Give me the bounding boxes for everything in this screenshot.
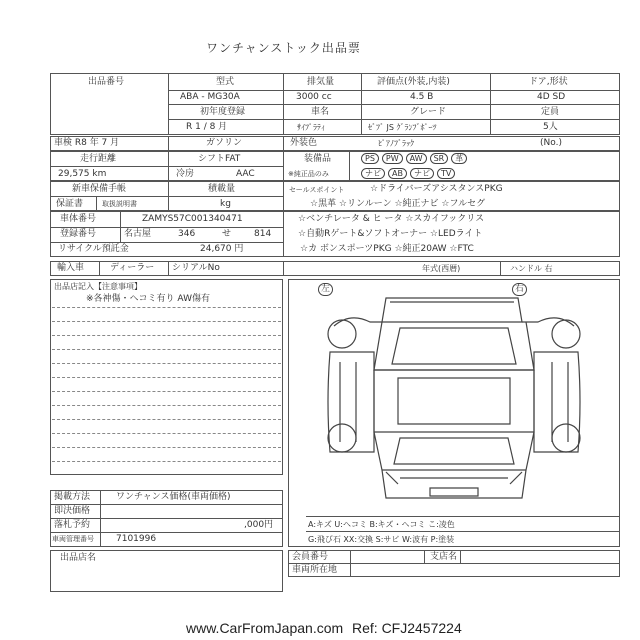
remarks-line	[52, 377, 281, 378]
shozai-label: 車両所在地	[292, 565, 338, 575]
option-navi: ナビ	[361, 168, 385, 179]
row6-rule	[50, 242, 283, 243]
reibo-value: 冷房	[176, 169, 195, 179]
toroku-number: 346	[178, 229, 196, 239]
selling-point-2: ☆黒革 ☆リンルーン ☆純正ナビ ☆フルセグ	[310, 199, 486, 209]
price-rule	[50, 504, 283, 505]
aac-value: AAC	[236, 169, 255, 179]
row4-rule	[50, 166, 283, 167]
row5-divider	[96, 196, 97, 211]
shuppin-label: 出品番号	[88, 77, 125, 87]
gaisoshoku-label: 外装色	[290, 138, 318, 148]
sekisairyo-label: 積載量	[208, 184, 236, 194]
keisai-label: 掲載方法	[54, 492, 91, 502]
legend-rule	[306, 516, 620, 517]
row3-frame	[50, 136, 620, 151]
remarks-header: 出品店記入【注意事項】	[54, 282, 142, 291]
dealer-value: ディーラー	[110, 263, 155, 273]
row3-divider	[168, 136, 169, 151]
nenshiki-label: 年式(西暦)	[422, 264, 461, 273]
remarks-line	[52, 419, 281, 420]
header-divider	[361, 73, 362, 135]
row6-divider	[120, 211, 121, 242]
row6-rule	[50, 227, 283, 228]
kanri-label: 車両管理番号	[52, 535, 94, 543]
remarks-line	[52, 461, 281, 462]
remarks-line	[52, 321, 281, 322]
shaken-value: 車検 R8 年 7 月	[54, 138, 120, 148]
fuel-value: ガソリン	[206, 138, 243, 148]
hoshosho-label: 保証書	[56, 199, 84, 209]
gaisoshoku-value: ﾋﾟｱﾉﾌﾞﾗｯｸ	[378, 139, 414, 148]
option-sr: SR	[430, 153, 449, 164]
right-side-mark: 右	[512, 283, 527, 296]
row4-divider	[168, 151, 169, 181]
hyoka-label: 評価点(外装,内装)	[377, 77, 450, 87]
member-rule	[288, 563, 620, 564]
header-rule	[168, 119, 620, 120]
remarks-line	[52, 433, 281, 434]
shonendo-value: R 1 / 8 月	[186, 122, 228, 132]
option-navi-2: ナビ	[410, 168, 434, 179]
row4-divider	[283, 151, 284, 181]
row6-divider	[283, 211, 284, 257]
member-divider	[460, 550, 461, 563]
door-value: 4D SD	[537, 92, 566, 102]
member-divider	[424, 550, 425, 563]
selling-point-1: ☆ドライバーズアシスタンスPKG	[370, 184, 503, 194]
watermark-ref: Ref: CFJ2457224	[352, 620, 462, 636]
kg-unit: kg	[220, 199, 231, 209]
price-rule	[50, 532, 283, 533]
row5-divider	[283, 181, 284, 211]
toroku-place: 名古屋	[124, 229, 152, 239]
remarks-line	[52, 307, 281, 308]
car-body-diagram	[290, 292, 618, 512]
option-ps: PS	[361, 153, 379, 164]
door-label: ドア,形状	[529, 77, 568, 87]
sheet-title: ワンチャンストック出品票	[206, 41, 361, 55]
shift-label: シフトFAT	[198, 154, 241, 164]
shadai-value: ZAMYS57C001340471	[142, 214, 243, 224]
teiin-label: 定員	[541, 107, 560, 117]
row7-divider	[168, 261, 169, 276]
option-leather: 革	[451, 153, 467, 164]
remarks-line	[52, 447, 281, 448]
hoshosho-value: 取扱説明書	[102, 200, 137, 208]
option-pw: PW	[382, 153, 403, 164]
option-list-2	[361, 168, 458, 180]
remarks-line	[52, 391, 281, 392]
options-note: ※純正品のみ	[288, 170, 329, 178]
shonendo-label: 初年度登録	[200, 107, 246, 117]
recycle-value: 24,670 円	[200, 244, 244, 254]
row4-divider	[349, 151, 350, 181]
keisai-value: ワンチャンス価格(車両価格)	[116, 492, 231, 502]
watermark-site: www.CarFromJapan.com	[186, 620, 344, 636]
header-rule	[168, 104, 620, 105]
toroku-no: 814	[254, 229, 272, 239]
toroku-label: 登録番号	[60, 229, 97, 239]
kaiin-label: 会員番号	[292, 552, 329, 562]
header-divider	[283, 73, 284, 135]
member-divider	[350, 550, 351, 577]
option-aw: AW	[406, 153, 427, 164]
sokketsu-label: 即決価格	[54, 506, 91, 516]
grade-label: グレード	[410, 107, 447, 117]
hyoka-value: 4.5 B	[410, 92, 434, 102]
row5-rule	[50, 196, 283, 197]
recycle-label: リサイクル預託金	[58, 244, 129, 254]
soko-label: 走行距離	[80, 154, 117, 164]
header-rule	[168, 90, 620, 91]
rakusatsu-value: ,000円	[244, 520, 274, 530]
option-tv: TV	[437, 168, 455, 179]
remarks-line	[52, 335, 281, 336]
handle-value: ハンドル 右	[510, 264, 553, 273]
legend-line-2: G:飛び石 XX:交換 S:サビ W:波有 P:塗装	[308, 535, 455, 544]
shinsha-label: 新車保備手帳	[72, 184, 127, 194]
legend-rule	[306, 531, 620, 532]
price-divider	[100, 490, 101, 547]
teiin-value: 5人	[543, 122, 558, 132]
soko-value: 29,575 km	[58, 169, 107, 179]
shamei-value: ｻｲﾌﾟﾗﾃｨ	[297, 123, 325, 132]
option-ab: AB	[388, 168, 407, 179]
shamei-label: 車名	[311, 107, 330, 117]
rakusatsu-label: 落札予約	[54, 520, 91, 530]
katashiki-value: ABA - MG30A	[180, 92, 240, 102]
color-number: (No.)	[540, 138, 562, 148]
option-list-1	[361, 153, 470, 165]
haikiryo-value: 3000 cc	[296, 92, 332, 102]
shuppinten-label: 出品店名	[60, 553, 97, 563]
haikiryo-label: 排気量	[307, 77, 335, 87]
yunyu-label: 輸入車	[57, 263, 85, 273]
selling-point-4: ☆自動Rゲート&ソフトオーナー ☆LEDライト	[298, 229, 483, 239]
grade-value: ｾﾞﾌﾞ JS ｸﾞﾗﾝﾌﾞﾎﾟｰﾂ	[368, 123, 437, 132]
selling-point-5: ☆カ ボンスポーツPKG ☆純正20AW ☆FTC	[300, 244, 474, 254]
remarks-line	[52, 363, 281, 364]
toroku-kana: せ	[222, 229, 232, 239]
selling-point-3: ☆ベンチレータ & ヒ ータ ☆スカイフックリス	[298, 214, 485, 224]
left-side-mark: 左	[318, 283, 333, 296]
sobi-label: 装備品	[304, 154, 332, 164]
row7-divider	[99, 261, 100, 276]
row5-divider	[168, 181, 169, 211]
remarks-line	[52, 405, 281, 406]
remarks-line-1: ※各神傷・ヘコミ有り AW傷有	[86, 294, 210, 304]
header-divider	[490, 73, 491, 135]
shadai-label: 車体番号	[60, 214, 97, 224]
selling-points-label: セールスポイント	[289, 186, 345, 194]
katashiki-label: 型式	[216, 77, 235, 87]
remarks-line	[52, 349, 281, 350]
header-divider	[168, 73, 169, 135]
kanri-value: 7101996	[116, 534, 157, 544]
row3-divider	[283, 136, 284, 151]
serial-label: シリアルNo	[172, 263, 220, 273]
row7-divider	[500, 261, 501, 276]
row7-divider	[283, 261, 284, 276]
shiten-label: 支店名	[430, 552, 458, 562]
legend-line-1: A:キズ U:ヘコミ B:キズ・ヘコミ こ:凌色	[308, 520, 455, 529]
price-rule	[50, 518, 283, 519]
